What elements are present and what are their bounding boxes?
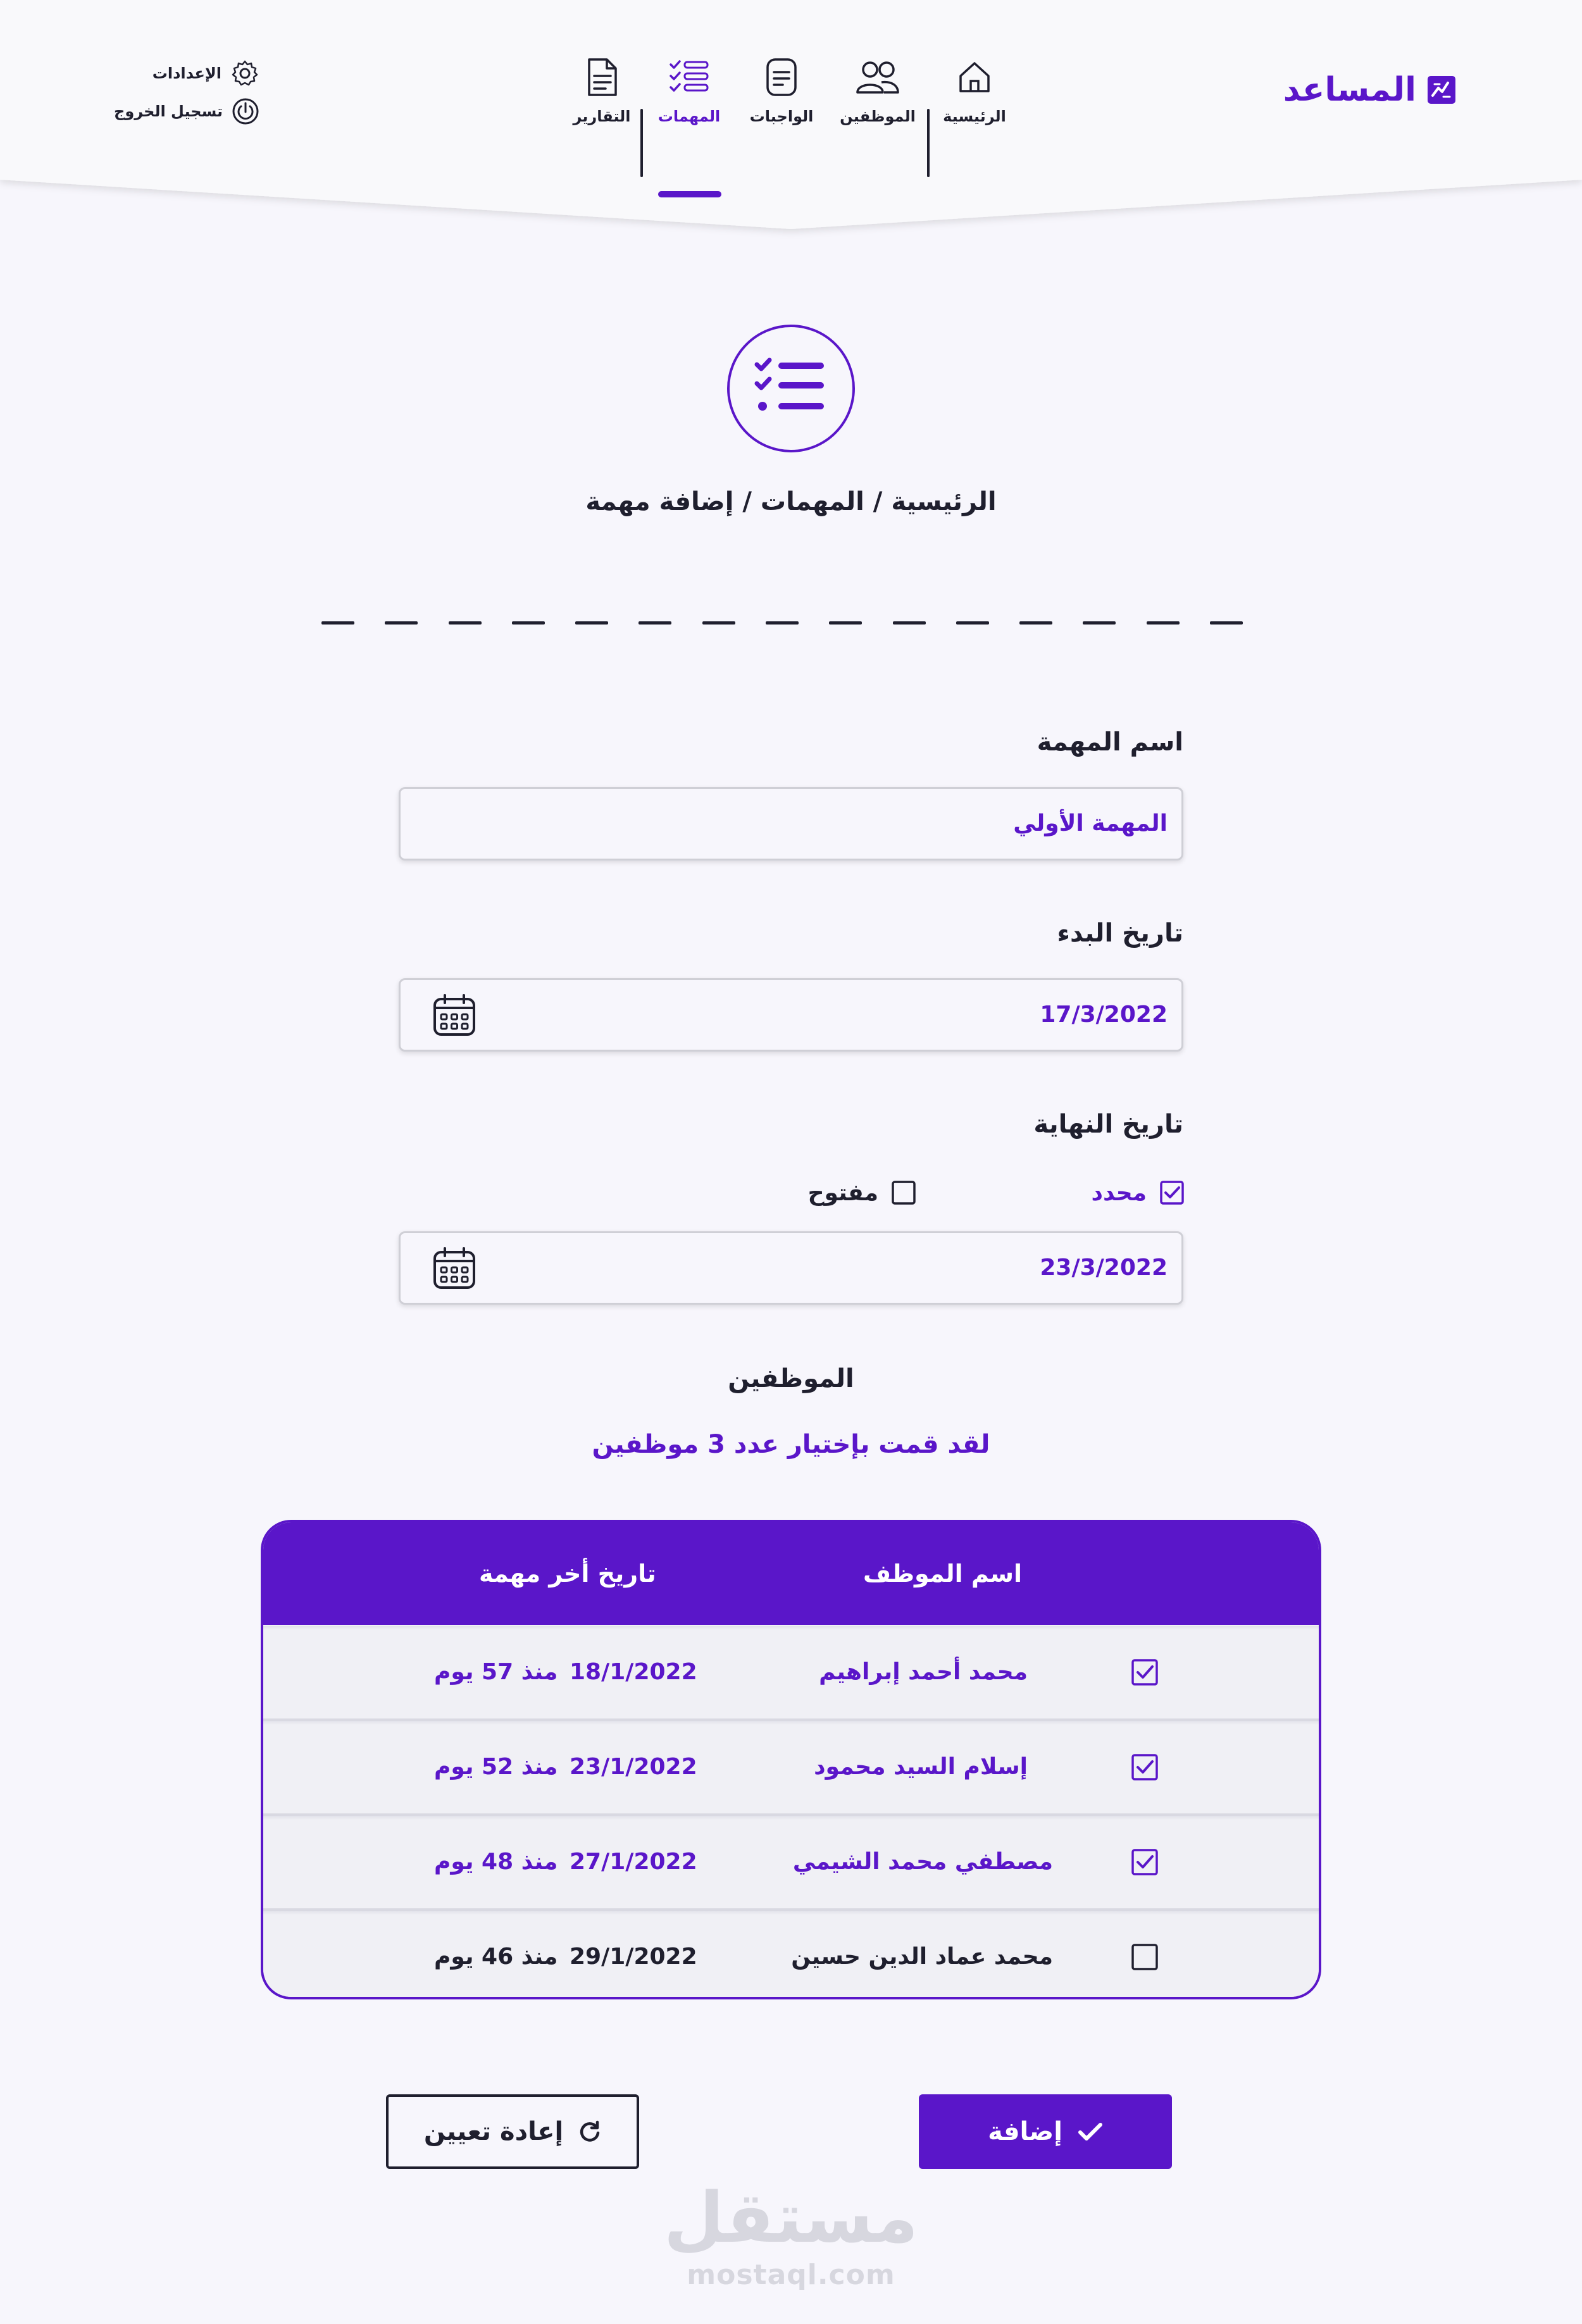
employee-name: محمد عماد الدين حسين [791,1944,1053,1970]
calendar-icon[interactable] [432,1246,476,1290]
employees-table [261,1520,1321,1999]
nav-divider [927,109,930,177]
check-icon [1078,2121,1103,2142]
add-button-label: إضافة [988,2117,1062,2146]
employee-name: إسلام السيد محمود [814,1754,1028,1780]
end-type-fixed-option[interactable] [1091,1174,1185,1212]
reset-button[interactable] [386,2094,639,2169]
add-button[interactable] [919,2094,1172,2169]
last-task-date: 23/1/2022 [570,1754,697,1780]
page-task-icon [727,325,855,452]
home-icon [950,53,999,101]
nav-item-duties[interactable] [734,53,829,148]
column-header-last-task: تاريخ أخر مهمة [479,1560,656,1588]
end-type-open-option[interactable] [808,1174,916,1212]
table-header [263,1522,1319,1625]
end-date-value: 23/3/2022 [1040,1255,1168,1281]
row-checkbox-checked[interactable] [1130,1848,1159,1877]
active-tab-indicator [658,191,721,197]
users-icon [854,53,902,101]
days-since: منذ 48 يوم [434,1849,558,1875]
settings-label: الإعدادات [152,65,221,82]
days-since: منذ 52 يوم [434,1754,558,1780]
logout-label: تسجيل الخروج [114,103,223,120]
document-icon [757,53,806,101]
report-icon [578,53,626,101]
nav-label-employees: الموظفين [840,108,916,125]
user-menu [114,54,259,130]
refresh-icon [578,2120,601,2143]
end-type-fixed-label: محدد [1091,1179,1147,1206]
employees-selection-note: لقد قمت بإختيار عدد 3 موظفين [592,1430,990,1459]
row-checkbox-checked[interactable] [1130,1753,1159,1782]
logout-link[interactable] [114,92,259,130]
end-date-label: تاريخ النهاية [1033,1110,1183,1139]
nav-item-tasks[interactable] [642,53,737,148]
end-type-open-label: مفتوح [807,1179,878,1206]
nav-label-home: الرئيسية [943,108,1006,125]
watermark-arabic: مستقل [663,2177,919,2258]
table-row[interactable] [263,1626,1319,1721]
last-task-date: 27/1/2022 [570,1849,697,1875]
nav-item-reports[interactable] [554,53,649,148]
table-row[interactable] [263,1721,1319,1816]
column-header-name: اسم الموظف [863,1560,1023,1588]
employees-title: الموظفين [728,1364,854,1393]
days-since: منذ 57 يوم [434,1659,558,1685]
nav-label-reports: التقارير [573,108,631,125]
start-date-value: 17/3/2022 [1040,1002,1168,1028]
checked-box-icon [1159,1180,1185,1205]
task-name-value: المهمة الأولي [1013,811,1168,836]
table-row[interactable] [263,1816,1319,1911]
nav-item-home[interactable] [927,53,1022,148]
unchecked-box-icon [891,1180,916,1205]
watermark-latin: mostaql.com [687,2259,895,2291]
reset-button-label: إعادة تعيين [423,2117,564,2146]
task-list-icon [665,53,713,101]
employee-name: مصطفي محمد الشيمي [792,1849,1053,1875]
nav-item-employees[interactable] [830,53,925,148]
watermark [633,2177,949,2291]
employee-name: محمد أحمد إبراهيم [819,1659,1028,1685]
nav-label-tasks: المهمات [657,108,721,125]
days-since: منذ 46 يوم [434,1944,558,1970]
nav-label-duties: الواجبات [749,108,814,125]
gear-icon [230,59,259,88]
task-name-label: اسم المهمة [1037,728,1183,757]
table-row[interactable] [263,1911,1319,1999]
breadcrumb: الرئيسية / المهمات / إضافة مهمة [585,487,997,516]
task-name-input[interactable] [399,787,1183,861]
end-date-input[interactable] [399,1231,1183,1305]
brand-name: المساعد [1283,71,1416,109]
row-checkbox-checked[interactable] [1130,1658,1159,1687]
power-icon [232,97,259,126]
start-date-input[interactable] [399,978,1183,1052]
start-date-label: تاريخ البدء [1057,919,1183,948]
calendar-icon[interactable] [432,993,476,1037]
dashed-divider [321,621,1243,624]
row-checkbox-unchecked[interactable] [1130,1942,1159,1972]
last-task-date: 29/1/2022 [570,1944,697,1970]
last-task-date: 18/1/2022 [570,1659,697,1685]
end-date-type [0,1174,1582,1212]
settings-link[interactable] [120,54,259,92]
